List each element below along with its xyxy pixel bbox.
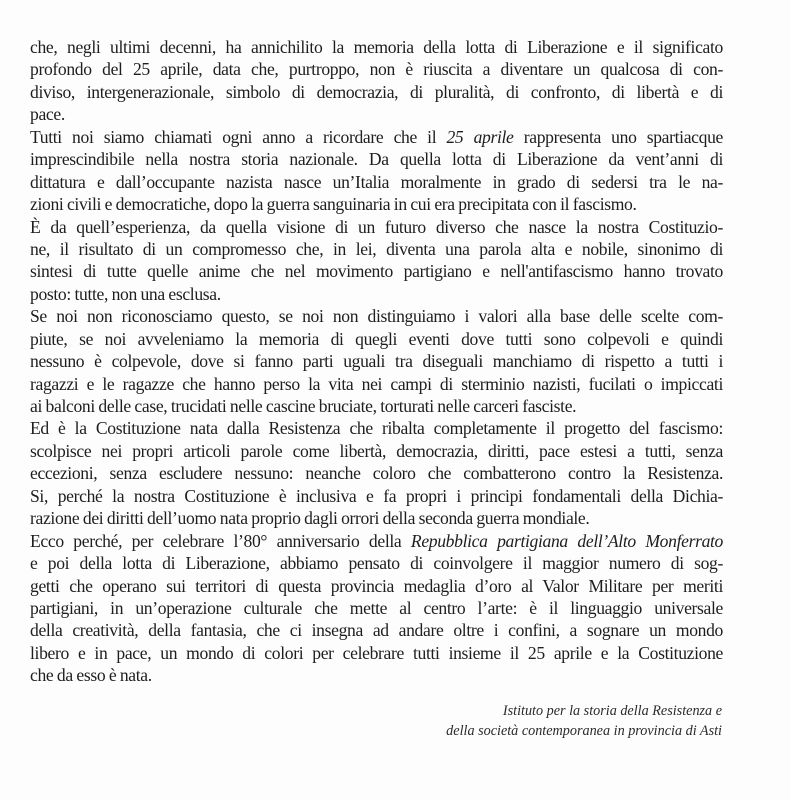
text-line: libero e in pace, un mondo di colori per celebrare tutti insieme il 25 aprile e la Costituzione bbox=[30, 642, 723, 663]
text-line: scolpisce nei propri articoli parole come libertà, democrazia, diritti, pace estesi a tutti, senza bbox=[30, 440, 723, 461]
text-line: che, negli ultimi decenni, ha annichilito la memoria della lotta di Liberazione e il significato bbox=[30, 37, 723, 57]
text-line: profondo del 25 aprile, data che, purtroppo, non è riuscita a diventare un qualcosa di con- bbox=[30, 59, 723, 80]
text-line: della creatività, della fantasia, che ci insegna ad andare oltre i confini, a sognare un mondo bbox=[30, 620, 723, 641]
signature-line: Istituto per la storia della Resistenza e bbox=[502, 703, 722, 719]
text-line: partigiani, in un’operazione culturale che mette al centro l’arte: è il linguaggio universale bbox=[30, 597, 723, 618]
text-line: eccezioni, senza escludere nessuno: neanche coloro che combatterono contro la Resistenza. bbox=[30, 463, 723, 484]
text-line: Ed è la Costituzione nata dalla Resistenza che ribalta completamente il progetto del fascismo: bbox=[30, 418, 723, 439]
text-line: piute, se noi avveleniamo la memoria di quegli eventi dove tutti sono colpevoli e quindi bbox=[30, 328, 723, 349]
text-line: ragazzi e le ragazze che hanno perso la vita nei campi di sterminio nazisti, fucilati o impiccati bbox=[30, 373, 723, 394]
text-line bbox=[30, 530, 723, 552]
text-line: È da quell’esperienza, da quella visione di un futuro diverso che nasce la nostra Costituzio- bbox=[30, 216, 723, 237]
text-run: Ecco perché, per celebrare l’80° anniversario della bbox=[30, 530, 411, 551]
text-line: e poi della lotta di Liberazione, abbiamo pensato di coinvolgere il maggior numero di sog- bbox=[30, 553, 723, 574]
signature-block bbox=[446, 702, 722, 741]
text-line: posto: tutte, non una esclusa. bbox=[30, 283, 221, 304]
text-line bbox=[30, 126, 723, 148]
text-line: imprescindibile nella nostra storia nazionale. Da quella lotta di Liberazione da vent’anni di bbox=[30, 149, 723, 170]
text-line: Si, perché la nostra Costituzione è inclusiva e fa propri i principi fondamentali della Dichia- bbox=[30, 485, 723, 506]
text-line: getti che operano sui territori di questa provincia medaglia d’oro al Valor Militare per meriti bbox=[30, 575, 723, 596]
text-line: Se noi non riconosciamo questo, se noi non distinguiamo i valori alla base delle scelte com- bbox=[30, 306, 723, 327]
text-run: Tutti noi siamo chiamati ogni anno a ricordare che il bbox=[30, 126, 447, 147]
text-line: dittatura e dall’occupante nazista nasce un’Italia moralmente in grado di sedersi tra le na- bbox=[30, 171, 723, 192]
signature-line: della società contemporanea in provincia di Asti bbox=[446, 722, 722, 739]
text-line: ne, il risultato di un compromesso che, in lei, diventa una parola alta e nobile, sinonimo di bbox=[30, 238, 723, 259]
text-line: sintesi di tutte quelle anime che nel movimento partigiano e nell'antifascismo hanno trovato bbox=[30, 261, 723, 282]
text-run: rappresenta uno spartiacque bbox=[513, 126, 723, 147]
italic-title: Repubblica partigiana dell’Alto Monferrato bbox=[410, 530, 723, 551]
text-line: diviso, intergenerazionale, simbolo di democrazia, di pluralità, di confronto, di libertà e di bbox=[30, 81, 723, 102]
text-line: pace. bbox=[30, 104, 65, 125]
text-line: ai balconi delle case, trucidati nelle cascine bruciate, torturati nelle carceri fasciste. bbox=[30, 396, 577, 416]
text-line: che da esso è nata. bbox=[30, 665, 152, 686]
text-line: zioni civili e democratiche, dopo la guerra sanguinaria in cui era precipitata con il fascismo. bbox=[30, 194, 637, 215]
italic-date: 25 aprile bbox=[446, 126, 514, 147]
body-text bbox=[30, 36, 723, 687]
text-line: nessuno è colpevole, dove si fanno parti uguali tra diseguali manchiamo di rispetto a tutti i bbox=[30, 351, 723, 372]
text-line: razione dei diritti dell’uomo nata proprio dagli orrori della seconda guerra mondiale. bbox=[30, 508, 590, 529]
